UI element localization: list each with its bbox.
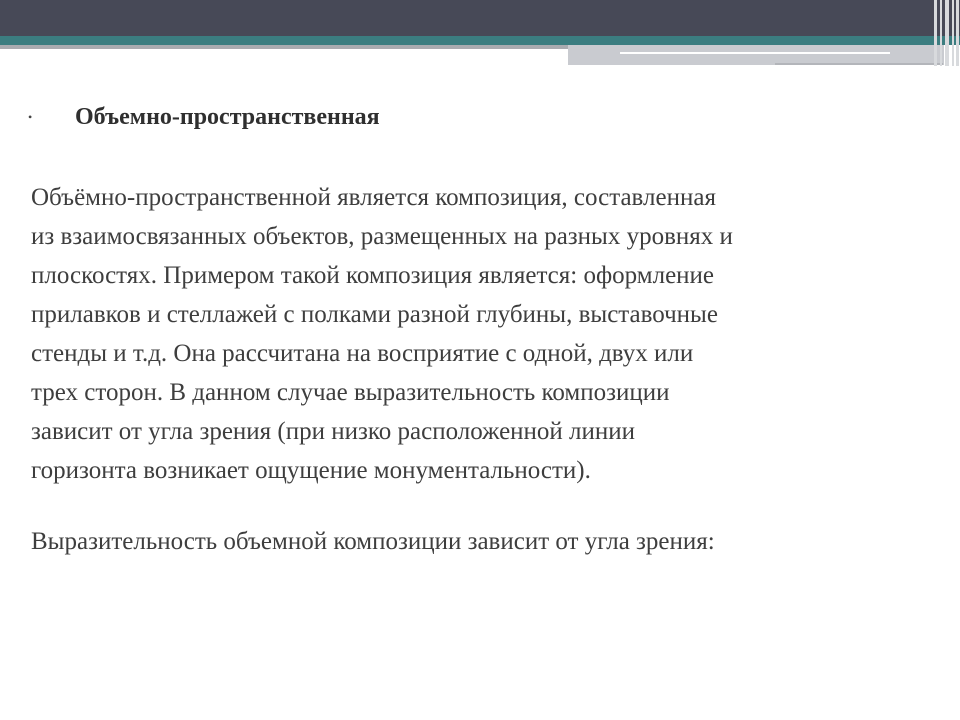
header-underline <box>775 63 943 65</box>
header-teal-band <box>0 36 960 45</box>
paragraph-line: стенды и т.д. Она рассчитана на восприятие с одной, двух или <box>31 340 694 367</box>
heading-bullet-row <box>28 104 380 131</box>
header-grey-tab <box>568 45 944 65</box>
body-paragraph <box>31 178 936 490</box>
header-dark-bar <box>0 0 960 36</box>
paragraph-line: зависит от угла зрения (при низко расположенной линии <box>31 418 636 445</box>
paragraph-line: прилавков и стеллажей с полками разной глубины, выставочные <box>31 301 718 328</box>
slide-heading: Объемно-пространственная <box>75 104 380 130</box>
paragraph-line: плоскостях. Примером такой композиция является: оформление <box>31 262 715 289</box>
header-grey-band <box>0 45 568 49</box>
paragraph-line: горизонта возникает ощущение монументальности). <box>31 457 591 484</box>
paragraph-line: Объёмно-пространственной является композиция, составленная <box>31 184 716 211</box>
closing-line: Выразительность объемной композиции зависит от угла зрения: <box>31 528 715 555</box>
paragraph-line: трех сторон. В данном случае выразительность композиции <box>31 379 670 406</box>
paragraph-line: из взаимосвязанных объектов, размещенных на разных уровнях и <box>31 223 733 250</box>
bullet-icon: • <box>28 110 33 124</box>
header-edge-stripes <box>932 0 960 66</box>
header-highlight-line <box>620 52 890 54</box>
